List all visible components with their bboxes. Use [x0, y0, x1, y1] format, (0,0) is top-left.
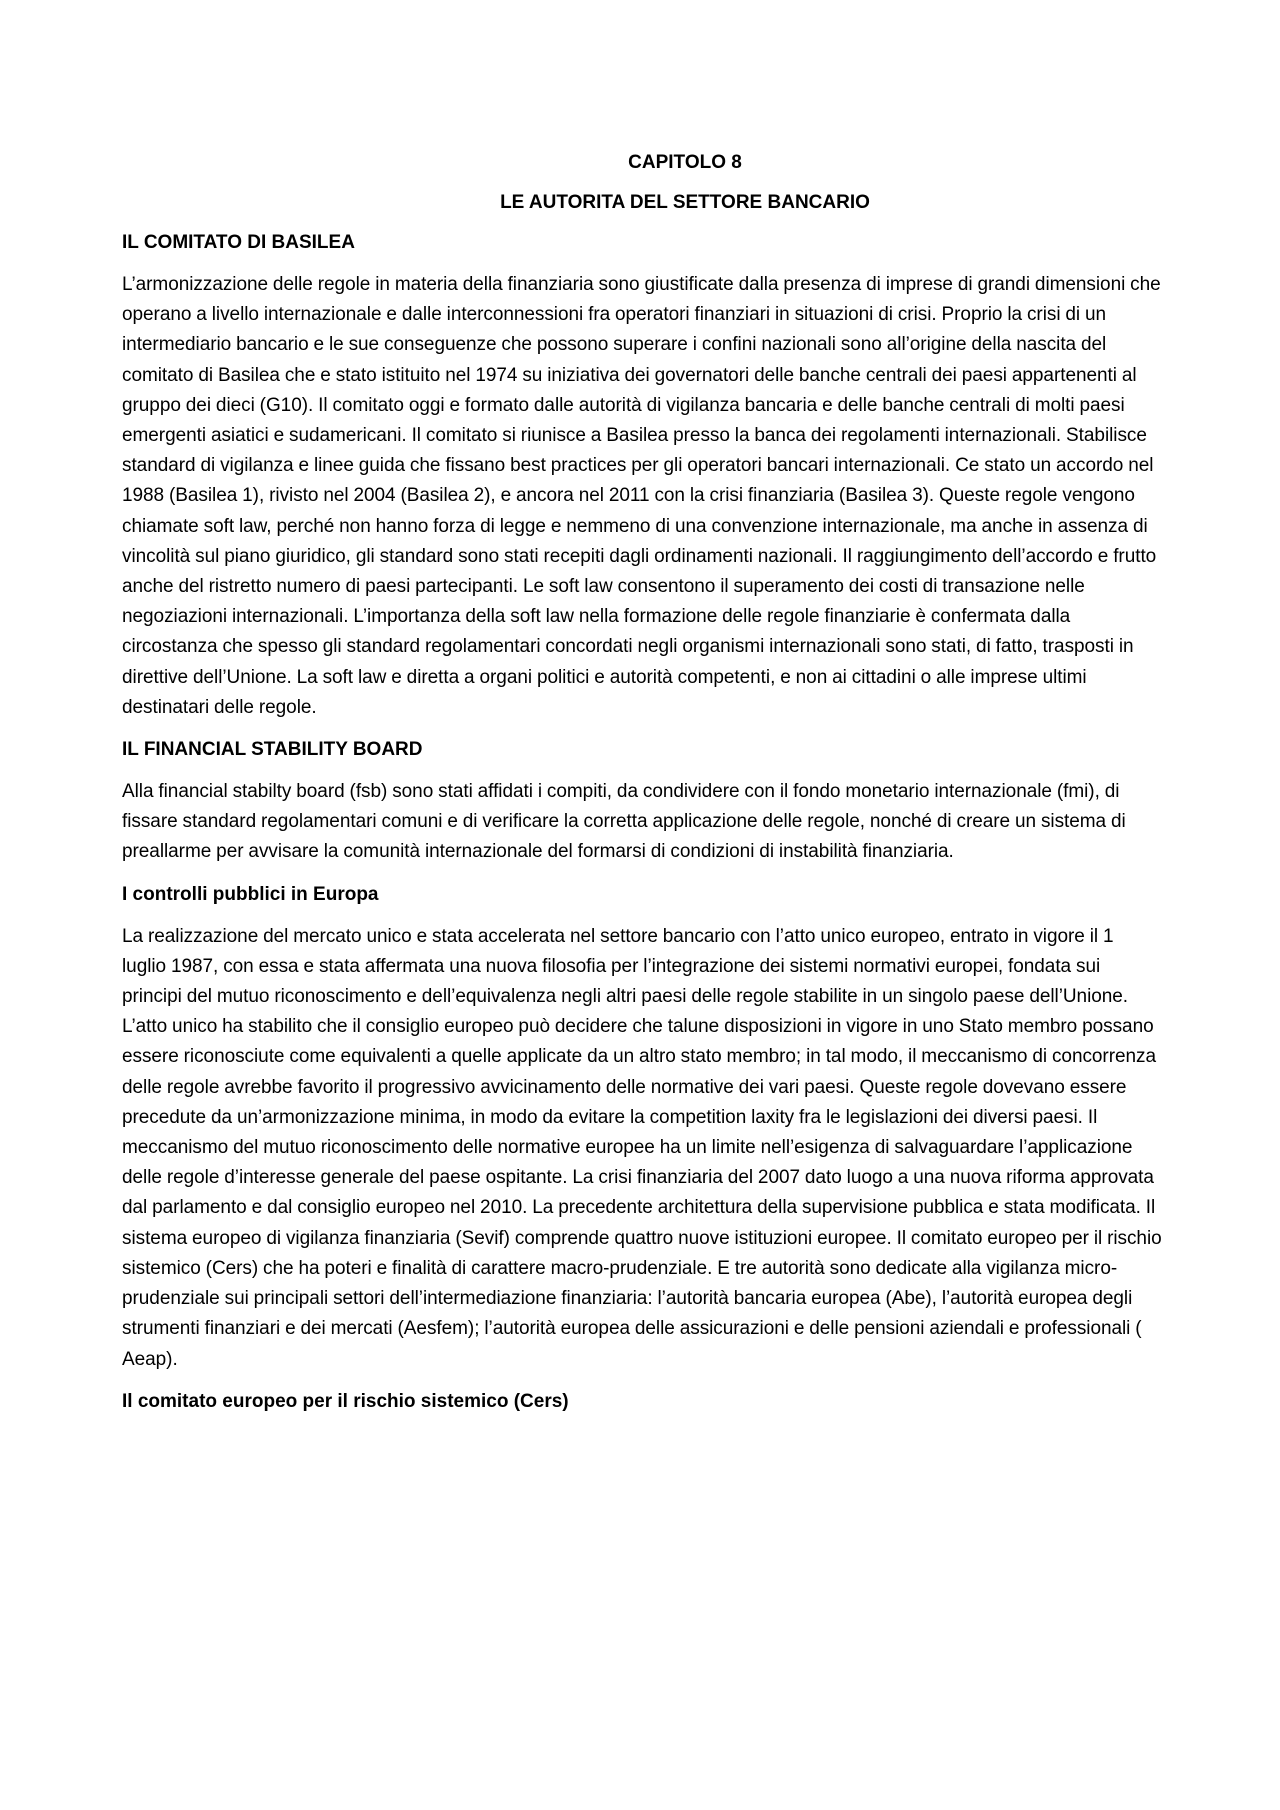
- section-heading-financial-stability-board: IL FINANCIAL STABILITY BOARD: [122, 739, 423, 761]
- document-content: [122, 150, 1162, 1429]
- chapter-title: CAPITOLO 8: [628, 152, 742, 173]
- chapter-subtitle: LE AUTORITA DEL SETTORE BANCARIO: [500, 192, 870, 213]
- paragraph-controlli-pubblici-europa: La realizzazione del mercato unico e stata accelerata nel settore bancario con l’atto unico europeo, entrato in vigore il 1 luglio 1987, con essa e stata affermata una nuova filosofia per l’integrazione dei sistemi normativi europei, fondata sui principi del mutuo riconoscimento e dell’equivalenza negli altri paesi delle regole stabilite in un singolo paese dell’Unione. L’atto unico ha stabilito che il consiglio europeo può decidere che talune disposizioni in vigore in uno Stato membro possano essere riconosciute come equivalenti a quelle applicate da un altro stato membro; in tal modo, il meccanismo di concorrenza delle regole avrebbe favorito il progressivo avvicinamento delle normative dei vari paesi. Queste regole dovevano essere precedute da un’armonizzazione minima, in modo da evitare la competition laxity fra le legislazioni dei diversi paesi. Il meccanismo del mutuo riconoscimento delle normative europee ha un limite nell’esigenza di salvaguardare l’applicazione delle regole d’interesse generale del paese ospitante. La crisi finanziaria del 2007 dato luogo a una nuova riforma approvata dal parlamento e dal consiglio europeo nel 2010. La precedente architettura della supervisione pubblica e stata modificata. Il sistema europeo di vigilanza finanziaria (Sevif) comprende quattro nuove istituzioni europee. Il comitato europeo per il rischio sistemico (Cers) che ha poteri e finalità di carattere macro-prudenziale. E tre autorità sono dedicate alla vigilanza micro-prudenziale sui principali settori dell’intermediazione finanziaria: l’autorità bancaria europea (Abe), l’autorità europea degli strumenti finanziari e dei mercati (Aesfem); l’autorità europea delle assicurazioni e delle pensioni aziendali e professionali ( Aeap).: [122, 925, 1162, 1370]
- section-heading-comitato-basilea: IL COMITATO DI BASILEA: [122, 232, 355, 253]
- section-heading-cers: Il comitato europeo per il rischio sistemico (Cers): [122, 1390, 569, 1412]
- paragraph-comitato-basilea: L’armonizzazione delle regole in materia della finanziaria sono giustificate dalla presenza di imprese di grandi dimensioni che operano a livello internazionale e dalle interconnessioni fra operatori finanziari in situazioni di crisi. Proprio la crisi di un intermediario bancario e le sue conseguenze che possono superare i confini nazionali sono all’origine della nascita del comitato di Basilea che e stato istituito nel 1974 su iniziativa dei governatori delle banche centrali dei paesi appartenenti al gruppo dei dieci (G10). Il comitato oggi e formato dalle autorità di vigilanza bancaria e delle banche centrali di molti paesi emergenti asiatici e sudamericani. Il comitato si riunisce a Basilea presso la banca dei regolamenti internazionali. Stabilisce standard di vigilanza e linee guida che fissano best practices per gli operatori bancari internazionali. Ce stato un accordo nel 1988 (Basilea 1), rivisto nel 2004 (Basilea 2), e ancora nel 2011 con la crisi finanziaria (Basilea 3). Queste regole vengono chiamate soft law, perché non hanno forza di legge e nemmeno di una convenzione internazionale, ma anche in assenza di vincolità sul piano giuridico, gli standard sono stati recepiti dagli ordinamenti nazionali. Il raggiungimento dell’accordo e frutto anche del ristretto numero di paesi partecipanti. Le soft law consentono il superamento dei costi di transazione nelle negoziazioni internazionali. L’importanza della soft law nella formazione delle regole finanziarie è confermata dalla circostanza che spesso gli standard regolamentari concordati negli organismi internazionali sono stati, di fatto, trasposti in direttive dell’Unione. La soft law e diretta a organi politici e autorità competenti, e non ai cittadini o alle imprese ultimi destinatari delle regole.: [122, 274, 1161, 718]
- section-heading-controlli-pubblici-europa: I controlli pubblici in Europa: [122, 883, 379, 905]
- paragraph-financial-stability-board: Alla financial stabilty board (fsb) sono stati affidati i compiti, da condividere con il fondo monetario internazionale (fmi), di fissare standard regolamentari comuni e di verificare la corretta applicazione delle regole, nonché di creare un sistema di preallarme per avvisare la comunità internazionale del formarsi di condizioni di instabilità finanziaria.: [122, 781, 1126, 863]
